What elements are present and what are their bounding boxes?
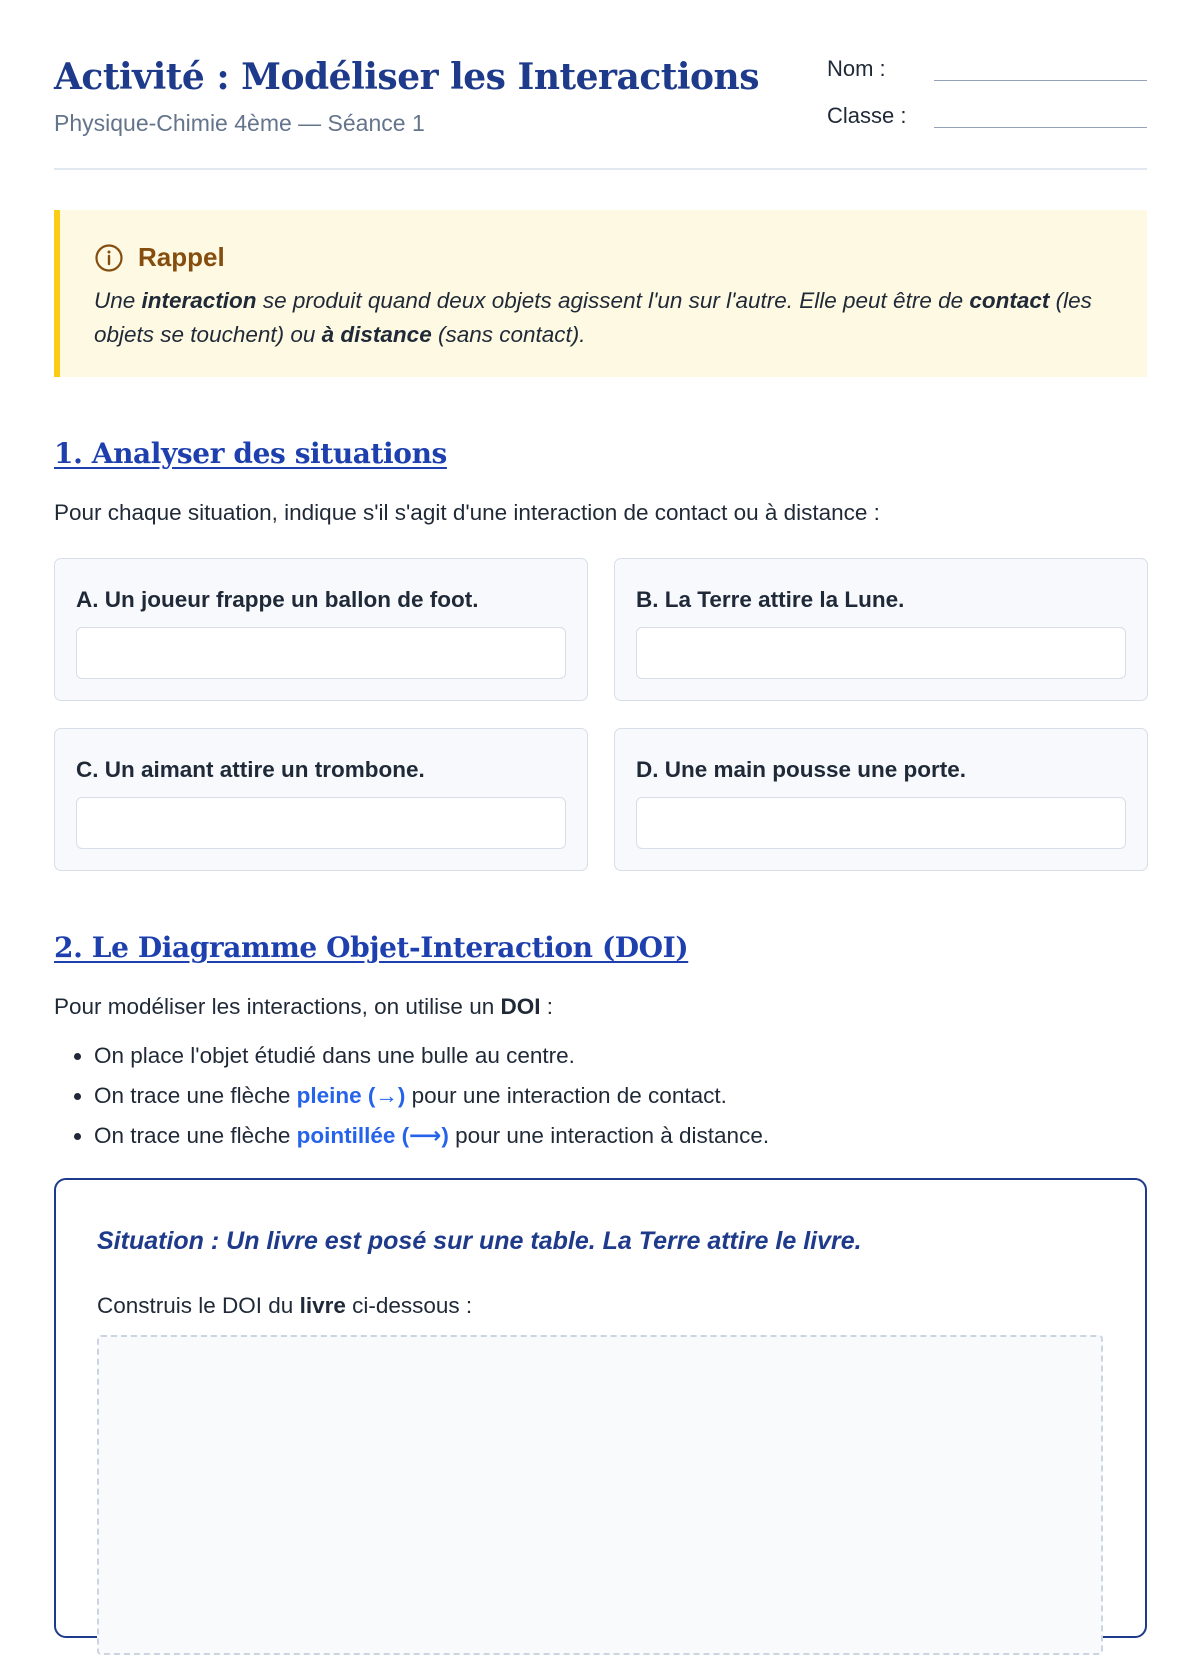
page-title: Activité : Modéliser les Interactions — [54, 56, 759, 98]
page-subtitle: Physique-Chimie 4ème — Séance 1 — [54, 110, 425, 136]
situation-question: A. Un joueur frappe un ballon de foot. — [76, 587, 479, 612]
solid-arrow-label: pleine (→) — [296, 1083, 406, 1108]
instruction-text: Construis le DOI du — [97, 1293, 300, 1318]
reminder-callout — [54, 210, 1147, 377]
term-contact: contact — [969, 288, 1050, 313]
callout-title: Rappel — [138, 242, 225, 272]
class-field — [827, 103, 1147, 133]
class-write-line[interactable] — [934, 127, 1147, 128]
situation-instruction — [97, 1293, 472, 1319]
situation-card-c — [54, 728, 588, 871]
page-header — [54, 0, 1147, 170]
doi-drawing-area[interactable] — [97, 1335, 1103, 1655]
term-livre: livre — [299, 1293, 346, 1318]
term-interaction: interaction — [141, 288, 257, 313]
situation-card-b — [614, 558, 1148, 701]
class-label: Classe : — [827, 103, 907, 128]
rule-text: On place l'objet étudié dans une bulle au centre. — [94, 1043, 575, 1068]
list-item — [94, 1076, 769, 1116]
situation-question: C. Un aimant attire un trombone. — [76, 757, 425, 782]
section-2-title: 2. Le Diagramme Objet-Interaction (DOI) — [54, 931, 689, 964]
callout-text-part: se produit quand deux objets agissent l'un sur l'autre. Elle peut être de — [256, 288, 970, 313]
situation-box — [54, 1178, 1147, 1638]
situation-question: D. Une main pousse une porte. — [636, 757, 967, 782]
situation-card-d — [614, 728, 1148, 871]
rule-text: On trace une flèche — [94, 1083, 297, 1108]
list-item — [94, 1116, 769, 1156]
rule-text: On trace une flèche — [94, 1123, 297, 1148]
worksheet-page — [54, 0, 1147, 1318]
name-field — [827, 56, 1147, 86]
name-write-line[interactable] — [934, 80, 1147, 81]
answer-input-a[interactable] — [76, 627, 566, 679]
intro-text: Pour modéliser les interactions, on utilise un — [54, 994, 501, 1019]
callout-header — [94, 242, 225, 273]
answer-input-d[interactable] — [636, 797, 1126, 849]
answer-input-c[interactable] — [76, 797, 566, 849]
list-item — [94, 1036, 769, 1076]
info-icon — [94, 243, 124, 273]
answer-input-b[interactable] — [636, 627, 1126, 679]
section-1-intro: Pour chaque situation, indique s'il s'agit d'une interaction de contact ou à distance : — [54, 500, 880, 525]
name-label: Nom : — [827, 56, 886, 81]
rule-text: pour une interaction à distance. — [448, 1123, 770, 1148]
callout-text-part: (les objets se touchent) ou — [94, 288, 1092, 347]
doi-rules-list — [54, 1036, 769, 1156]
situation-card-a — [54, 558, 588, 701]
section-1-title: 1. Analyser des situations — [54, 437, 447, 470]
dashed-arrow-label: pointillée (⟶) — [296, 1123, 449, 1148]
situation-title: Situation : Un livre est posé sur une table. La Terre attire le livre. — [97, 1227, 862, 1255]
callout-text — [94, 284, 1124, 352]
section-2-intro — [54, 994, 553, 1020]
rule-text: pour une interaction de contact. — [405, 1083, 727, 1108]
instruction-text: ci-dessous : — [345, 1293, 473, 1318]
callout-text-part: (sans contact). — [431, 322, 586, 347]
term-distance: à distance — [321, 322, 432, 347]
term-doi: DOI — [500, 994, 541, 1019]
intro-text: : — [540, 994, 554, 1019]
callout-text-part: Une — [94, 288, 142, 313]
situation-question: B. La Terre attire la Lune. — [636, 587, 905, 612]
